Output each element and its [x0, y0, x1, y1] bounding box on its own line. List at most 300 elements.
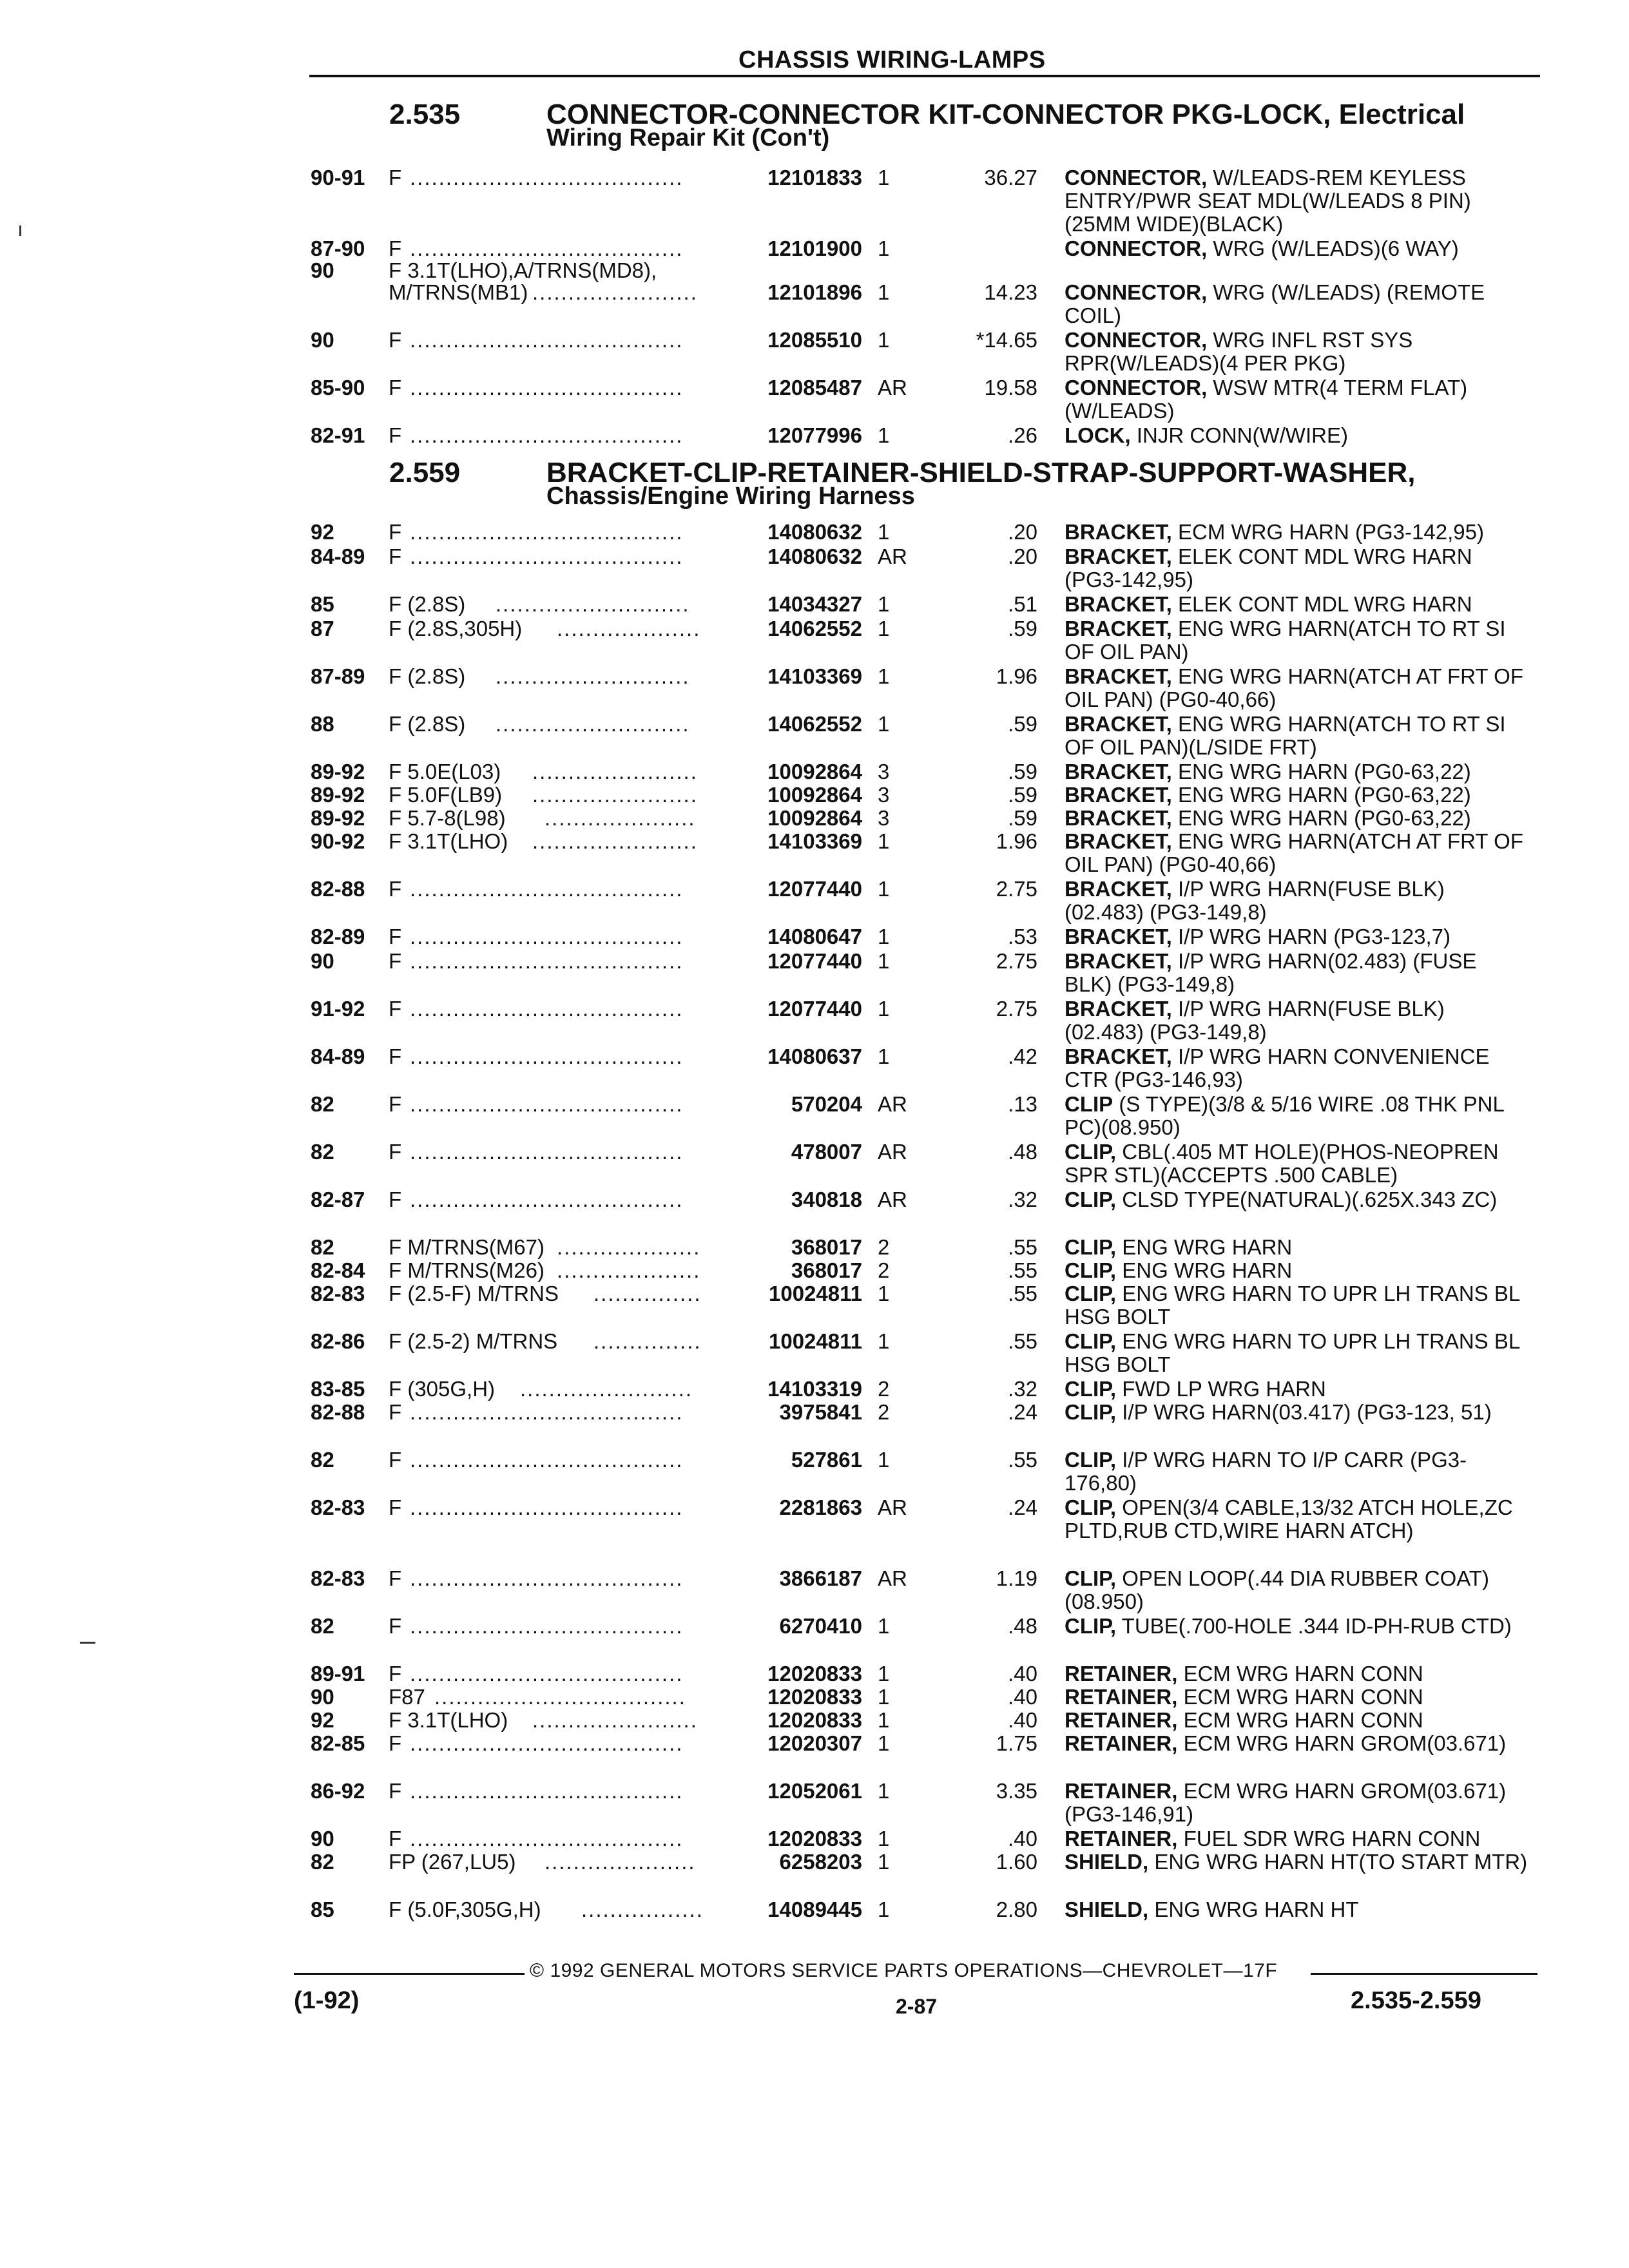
model-years: 87-89	[311, 664, 365, 688]
part-details: ENG WRG HARN(ATCH TO RT SI OF OIL PAN)	[1065, 617, 1506, 664]
part-description	[1065, 1282, 1528, 1329]
application: F 3.1T(LHO),A/TRNS(MD8),	[389, 258, 657, 282]
price: .24	[1008, 1400, 1037, 1424]
model-years: 86-92	[311, 1779, 365, 1803]
price: 1.96	[996, 664, 1037, 688]
price: .40	[1008, 1685, 1037, 1709]
model-years: 85	[311, 592, 334, 616]
application: F	[389, 1044, 402, 1068]
application: M/TRNS(MB1)	[389, 280, 528, 304]
part-details: ENG WRG HARN(ATCH AT FRT OF OIL PAN) (PG0-40,66)	[1065, 664, 1523, 711]
model-years: 92	[311, 1708, 334, 1732]
model-years: 90	[311, 949, 334, 973]
price: .59	[1008, 712, 1037, 736]
dot-leader: ......................................	[410, 997, 684, 1021]
part-number: 14103369	[767, 664, 862, 688]
quantity: 3	[878, 806, 890, 830]
part-details: ENG WRG HARN(ATCH AT FRT OF OIL PAN) (PG0-40,66)	[1065, 829, 1523, 876]
footer-copyright: © 1992 GENERAL MOTORS SERVICE PARTS OPERATIONS—CHEVROLET—17F	[530, 1960, 1278, 1981]
quantity: AR	[878, 1140, 907, 1164]
part-name: RETAINER,	[1065, 1827, 1178, 1850]
part-name: CLIP,	[1065, 1448, 1117, 1472]
price: .40	[1008, 1827, 1037, 1850]
part-description	[1065, 376, 1528, 423]
part-number: 12077440	[767, 949, 862, 973]
quantity: 1	[878, 1329, 890, 1353]
part-number: 368017	[791, 1258, 862, 1282]
dot-leader: ......................................	[410, 1140, 684, 1164]
price: .55	[1008, 1282, 1037, 1305]
application: F	[389, 1092, 402, 1116]
part-number: 14080632	[767, 520, 862, 544]
dot-leader: ......................................	[410, 544, 684, 568]
model-years: 82	[311, 1092, 334, 1116]
part-number: 12020833	[767, 1662, 862, 1686]
dot-leader: ......................................	[410, 520, 684, 544]
part-number: 10092864	[767, 806, 862, 830]
price: 19.58	[984, 376, 1037, 399]
part-description	[1065, 1259, 1528, 1282]
part-name: CLIP,	[1065, 1495, 1117, 1519]
price: .40	[1008, 1662, 1037, 1686]
scan-mark	[80, 1642, 95, 1644]
model-years: 82-84	[311, 1258, 365, 1282]
part-description	[1065, 1662, 1528, 1686]
dot-leader: ......................................	[410, 877, 684, 901]
part-description	[1065, 1780, 1528, 1826]
part-details: ELEK CONT MDL WRG HARN (PG3-142,95)	[1065, 544, 1472, 591]
part-number: 10092864	[767, 760, 862, 783]
quantity: 1	[878, 1614, 890, 1638]
part-number: 14080637	[767, 1044, 862, 1068]
part-number: 3866187	[779, 1566, 862, 1590]
part-description	[1065, 1898, 1528, 1921]
part-name: CONNECTOR,	[1065, 328, 1208, 352]
part-details: I/P WRG HARN CONVENIENCE CTR (PG3-146,93)	[1065, 1044, 1490, 1091]
part-name: CONNECTOR,	[1065, 280, 1208, 304]
application: F87	[389, 1685, 425, 1709]
dot-leader: ...........................	[496, 592, 690, 616]
dot-leader: .......................	[532, 760, 698, 783]
dot-leader: ...........................	[496, 664, 690, 688]
part-description	[1065, 997, 1528, 1044]
model-years: 82-91	[311, 423, 365, 447]
application: F	[389, 1448, 402, 1472]
application: F	[389, 1187, 402, 1211]
part-description	[1065, 521, 1528, 544]
quantity: 1	[878, 712, 890, 736]
quantity: 1	[878, 1282, 890, 1305]
part-name: BRACKET,	[1065, 925, 1172, 948]
part-name: SHIELD,	[1065, 1850, 1149, 1874]
dot-leader: ......................................	[410, 1400, 684, 1424]
quantity: 1	[878, 520, 890, 544]
model-years: 82-86	[311, 1329, 365, 1353]
part-name: CLIP,	[1065, 1258, 1117, 1282]
part-name: RETAINER,	[1065, 1708, 1178, 1732]
application: F	[389, 520, 402, 544]
part-name: RETAINER,	[1065, 1662, 1178, 1686]
part-description	[1065, 1496, 1528, 1542]
price: .55	[1008, 1258, 1037, 1282]
part-description	[1065, 281, 1528, 327]
part-details: ENG WRG HARN(ATCH TO RT SI OF OIL PAN)(L/SIDE FRT)	[1065, 712, 1506, 759]
application: F	[389, 1400, 402, 1424]
part-details: WSW MTR(4 TERM FLAT) (W/LEADS)	[1065, 376, 1468, 423]
quantity: AR	[878, 544, 907, 568]
model-years: 90	[311, 1685, 334, 1709]
part-name: BRACKET,	[1065, 829, 1172, 853]
price: 1.19	[996, 1566, 1037, 1590]
part-name: CLIP,	[1065, 1400, 1117, 1424]
price: .59	[1008, 760, 1037, 783]
part-details: (S TYPE)(3/8 & 5/16 WIRE .08 THK PNL PC)(08.950)	[1065, 1092, 1504, 1139]
application: F	[389, 1779, 402, 1803]
dot-leader: ......................................	[410, 166, 684, 189]
dot-leader: ......................................	[410, 423, 684, 447]
model-years: 82-83	[311, 1495, 365, 1519]
part-number: 6270410	[779, 1614, 862, 1638]
part-details: ELEK CONT MDL WRG HARN	[1178, 592, 1472, 616]
part-details: CLSD TYPE(NATURAL)(.625X.343 ZC)	[1122, 1187, 1498, 1211]
part-number: 12052061	[767, 1779, 862, 1803]
price: .59	[1008, 783, 1037, 807]
model-years: 82-87	[311, 1187, 365, 1211]
dot-leader: ......................................	[410, 1731, 684, 1755]
application: F	[389, 1731, 402, 1755]
section-subtitle: Chassis/Engine Wiring Harness	[546, 483, 915, 510]
part-description	[1065, 783, 1528, 807]
part-details: ENG WRG HARN	[1122, 1258, 1293, 1282]
part-details: WRG (W/LEADS)(6 WAY)	[1213, 236, 1459, 260]
part-description	[1065, 1401, 1528, 1424]
part-name: LOCK,	[1065, 423, 1131, 447]
quantity: 1	[878, 1685, 890, 1709]
part-number: 10024811	[768, 1282, 862, 1305]
application: FP (267,LU5)	[389, 1850, 516, 1874]
price: .59	[1008, 806, 1037, 830]
section-title: CONNECTOR-CONNECTOR KIT-CONNECTOR PKG-LOCK, Electrical	[546, 99, 1465, 130]
quantity: 1	[878, 1044, 890, 1068]
dot-leader: ...............	[593, 1329, 702, 1353]
dot-leader: .................	[581, 1898, 704, 1921]
part-details: FUEL SDR WRG HARN CONN	[1183, 1827, 1481, 1850]
part-description	[1065, 1850, 1528, 1874]
part-description	[1065, 665, 1528, 711]
part-number: 12085487	[767, 376, 862, 399]
price: .42	[1008, 1044, 1037, 1068]
part-description	[1065, 617, 1528, 664]
dot-leader: ...........................	[496, 712, 690, 736]
price: 1.96	[996, 829, 1037, 853]
model-years: 89-91	[311, 1662, 365, 1686]
footer-page-number: 2-87	[896, 1995, 938, 2018]
dot-leader: ......................................	[410, 376, 684, 399]
quantity: 1	[878, 617, 890, 640]
model-years: 82-85	[311, 1731, 365, 1755]
part-description	[1065, 1236, 1528, 1259]
quantity: 1	[878, 949, 890, 973]
scan-mark	[19, 226, 21, 236]
part-number: 12020833	[767, 1827, 862, 1850]
part-details: I/P WRG HARN(02.483) (FUSE BLK) (PG3-149,8)	[1065, 949, 1477, 996]
part-description	[1065, 1732, 1528, 1755]
part-name: BRACKET,	[1065, 617, 1172, 640]
part-description	[1065, 1140, 1528, 1187]
model-years: 90-92	[311, 829, 365, 853]
model-years: 82	[311, 1235, 334, 1259]
application: F (2.8S)	[389, 664, 466, 688]
application: F (2.8S)	[389, 712, 466, 736]
part-number: 12077440	[767, 877, 862, 901]
model-years: 87-90	[311, 236, 365, 260]
part-description	[1065, 1827, 1528, 1850]
part-name: CLIP,	[1065, 1282, 1117, 1305]
part-name: RETAINER,	[1065, 1685, 1178, 1709]
part-number: 6258203	[779, 1850, 862, 1874]
part-name: BRACKET,	[1065, 783, 1172, 807]
quantity: 3	[878, 760, 890, 783]
dot-leader: .......................	[532, 783, 698, 807]
quantity: AR	[878, 1566, 907, 1590]
price: .51	[1008, 592, 1037, 616]
dot-leader: ......................................	[410, 1448, 684, 1472]
header-rule	[309, 75, 1540, 77]
model-years: 88	[311, 712, 334, 736]
section-number: 2.535	[389, 99, 461, 130]
part-details: ENG WRG HARN (PG0-63,22)	[1178, 806, 1471, 830]
quantity: 1	[878, 236, 890, 260]
dot-leader: ......................................	[410, 1827, 684, 1850]
quantity: 1	[878, 166, 890, 189]
part-number: 14062552	[767, 712, 862, 736]
application: F 5.0F(LB9)	[389, 783, 503, 807]
part-description	[1065, 593, 1528, 616]
part-details: ECM WRG HARN CONN	[1183, 1708, 1423, 1732]
part-description	[1065, 1045, 1528, 1091]
dot-leader: ....................	[557, 617, 701, 640]
part-details: ECM WRG HARN (PG3-142,95)	[1178, 520, 1484, 544]
part-number: 12020307	[767, 1731, 862, 1755]
part-name: CLIP,	[1065, 1377, 1117, 1401]
part-description	[1065, 1615, 1528, 1638]
part-name: CONNECTOR,	[1065, 236, 1208, 260]
application: F	[389, 423, 402, 447]
model-years: 82-83	[311, 1282, 365, 1305]
model-years: 82-88	[311, 1400, 365, 1424]
part-number: 3975841	[779, 1400, 862, 1424]
dot-leader: .....................	[545, 1850, 696, 1874]
application: F 5.0E(L03)	[389, 760, 501, 783]
quantity: 1	[878, 328, 890, 352]
model-years: 85-90	[311, 376, 365, 399]
part-description	[1065, 713, 1528, 759]
dot-leader: ......................................	[410, 949, 684, 973]
part-details: I/P WRG HARN TO I/P CARR (PG3-176,80)	[1065, 1448, 1467, 1495]
price: .32	[1008, 1377, 1037, 1401]
application: F (2.8S)	[389, 592, 466, 616]
price: .20	[1008, 520, 1037, 544]
application: F 3.1T(LHO)	[389, 1708, 508, 1732]
dot-leader: ...............	[593, 1282, 702, 1305]
part-details: CBL(.405 MT HOLE)(PHOS-NEOPREN SPR STL)(ACCEPTS .500 CABLE)	[1065, 1140, 1499, 1187]
price: 36.27	[984, 166, 1037, 189]
page-title: CHASSIS WIRING-LAMPS	[738, 46, 1046, 73]
part-description	[1065, 1686, 1528, 1709]
model-years: 91-92	[311, 997, 365, 1021]
part-details: ENG WRG HARN HT(TO START MTR)	[1154, 1850, 1528, 1874]
part-name: SHIELD,	[1065, 1898, 1149, 1921]
quantity: 1	[878, 1850, 890, 1874]
quantity: 1	[878, 877, 890, 901]
price: 14.23	[984, 280, 1037, 304]
part-details: OPEN LOOP(.44 DIA RUBBER COAT) (08.950)	[1065, 1566, 1489, 1613]
dot-leader: ......................................	[410, 1566, 684, 1590]
part-description	[1065, 1188, 1528, 1211]
price: 2.75	[996, 877, 1037, 901]
section-number: 2.559	[389, 457, 461, 488]
part-number: 14103369	[767, 829, 862, 853]
application: F	[389, 376, 402, 399]
part-number: 14080632	[767, 544, 862, 568]
part-name: RETAINER,	[1065, 1731, 1178, 1755]
part-description	[1065, 807, 1528, 830]
price: .26	[1008, 423, 1037, 447]
part-description	[1065, 1448, 1528, 1495]
part-details: TUBE(.700-HOLE .344 ID-PH-RUB CTD)	[1121, 1614, 1512, 1638]
model-years: 82-88	[311, 877, 365, 901]
quantity: 1	[878, 592, 890, 616]
quantity: 1	[878, 280, 890, 304]
part-description	[1065, 1330, 1528, 1376]
part-details: ECM WRG HARN GROM(03.671) (PG3-146,91)	[1065, 1779, 1507, 1826]
footer-date: (1-92)	[294, 1987, 360, 2014]
part-description	[1065, 830, 1528, 876]
part-description	[1065, 1567, 1528, 1613]
part-details: I/P WRG HARN(03.417) (PG3-123, 51)	[1122, 1400, 1492, 1424]
price: .32	[1008, 1187, 1037, 1211]
model-years: 84-89	[311, 1044, 365, 1068]
part-details: I/P WRG HARN(FUSE BLK) (02.483) (PG3-149,8)	[1065, 877, 1445, 924]
part-description	[1065, 237, 1528, 260]
part-description	[1065, 1709, 1528, 1732]
application: F (305G,H)	[389, 1377, 496, 1401]
model-years: 82-83	[311, 1566, 365, 1590]
application: F	[389, 1662, 402, 1686]
dot-leader: ......................................	[410, 1187, 684, 1211]
dot-leader: ......................................	[410, 1495, 684, 1519]
price: .40	[1008, 1708, 1037, 1732]
application: F	[389, 236, 402, 260]
dot-leader: ......................................	[410, 1614, 684, 1638]
part-details: ENG WRG HARN TO UPR LH TRANS BL HSG BOLT	[1065, 1329, 1519, 1376]
model-years: 92	[311, 520, 334, 544]
part-description	[1065, 878, 1528, 924]
part-details: ENG WRG HARN (PG0-63,22)	[1178, 760, 1471, 783]
footer-rule	[294, 1973, 525, 1975]
part-number: 12101900	[767, 236, 862, 260]
quantity: 2	[878, 1400, 890, 1424]
part-details: W/LEADS-REM KEYLESS ENTRY/PWR SEAT MDL(W/LEADS 8 PIN)(25MM WIDE)(BLACK)	[1065, 166, 1471, 236]
part-name: BRACKET,	[1065, 544, 1172, 568]
dot-leader: .......................	[532, 280, 698, 304]
application: F (2.5-F) M/TRNS	[389, 1282, 559, 1305]
application: F	[389, 1566, 402, 1590]
part-details: ECM WRG HARN CONN	[1183, 1662, 1423, 1686]
quantity: AR	[878, 1495, 907, 1519]
application: F	[389, 544, 402, 568]
model-years: 82-89	[311, 925, 365, 948]
part-name: BRACKET,	[1065, 520, 1172, 544]
quantity: 2	[878, 1258, 890, 1282]
footer-rule	[1311, 1973, 1537, 1975]
price: .55	[1008, 1235, 1037, 1259]
part-number: 12101896	[767, 280, 862, 304]
part-number: 527861	[791, 1448, 862, 1472]
dot-leader: ......................................	[410, 1092, 684, 1116]
model-years: 82	[311, 1140, 334, 1164]
quantity: 3	[878, 783, 890, 807]
quantity: 1	[878, 1731, 890, 1755]
dot-leader: ....................	[557, 1258, 701, 1282]
part-name: CLIP	[1065, 1092, 1113, 1116]
application: F M/TRNS(M67)	[389, 1235, 545, 1259]
price: .20	[1008, 544, 1037, 568]
part-description	[1065, 1093, 1528, 1139]
price: 2.75	[996, 997, 1037, 1021]
model-years: 90	[311, 328, 334, 352]
model-years: 87	[311, 617, 334, 640]
part-number: 10092864	[767, 783, 862, 807]
quantity: 2	[878, 1235, 890, 1259]
part-details: FWD LP WRG HARN	[1122, 1377, 1326, 1401]
model-years: 82	[311, 1850, 334, 1874]
part-name: CONNECTOR,	[1065, 166, 1208, 189]
dot-leader: ......................................	[410, 328, 684, 352]
part-description	[1065, 925, 1528, 948]
price: .53	[1008, 925, 1037, 948]
price: .48	[1008, 1140, 1037, 1164]
application: F	[389, 1140, 402, 1164]
model-years: 90	[311, 258, 334, 282]
part-number: 10024811	[768, 1329, 862, 1353]
price: 2.80	[996, 1898, 1037, 1921]
model-years: 84-89	[311, 544, 365, 568]
quantity: 1	[878, 925, 890, 948]
part-name: CONNECTOR,	[1065, 376, 1208, 399]
price: *14.65	[976, 328, 1037, 352]
price: .55	[1008, 1329, 1037, 1353]
part-name: CLIP,	[1065, 1566, 1117, 1590]
part-number: 368017	[791, 1235, 862, 1259]
part-number: 14034327	[767, 592, 862, 616]
part-number: 12020833	[767, 1685, 862, 1709]
part-name: RETAINER,	[1065, 1779, 1178, 1803]
part-details: ENG WRG HARN	[1122, 1235, 1293, 1259]
quantity: 1	[878, 423, 890, 447]
model-years: 89-92	[311, 760, 365, 783]
part-details: WRG INFL RST SYS RPR(W/LEADS)(4 PER PKG)	[1065, 328, 1413, 375]
application: F	[389, 925, 402, 948]
quantity: 1	[878, 1779, 890, 1803]
dot-leader: ......................................	[410, 925, 684, 948]
model-years: 85	[311, 1898, 334, 1921]
application: F	[389, 1827, 402, 1850]
price: .48	[1008, 1614, 1037, 1638]
model-years: 90-91	[311, 166, 365, 189]
part-name: BRACKET,	[1065, 664, 1172, 688]
part-number: 12020833	[767, 1708, 862, 1732]
